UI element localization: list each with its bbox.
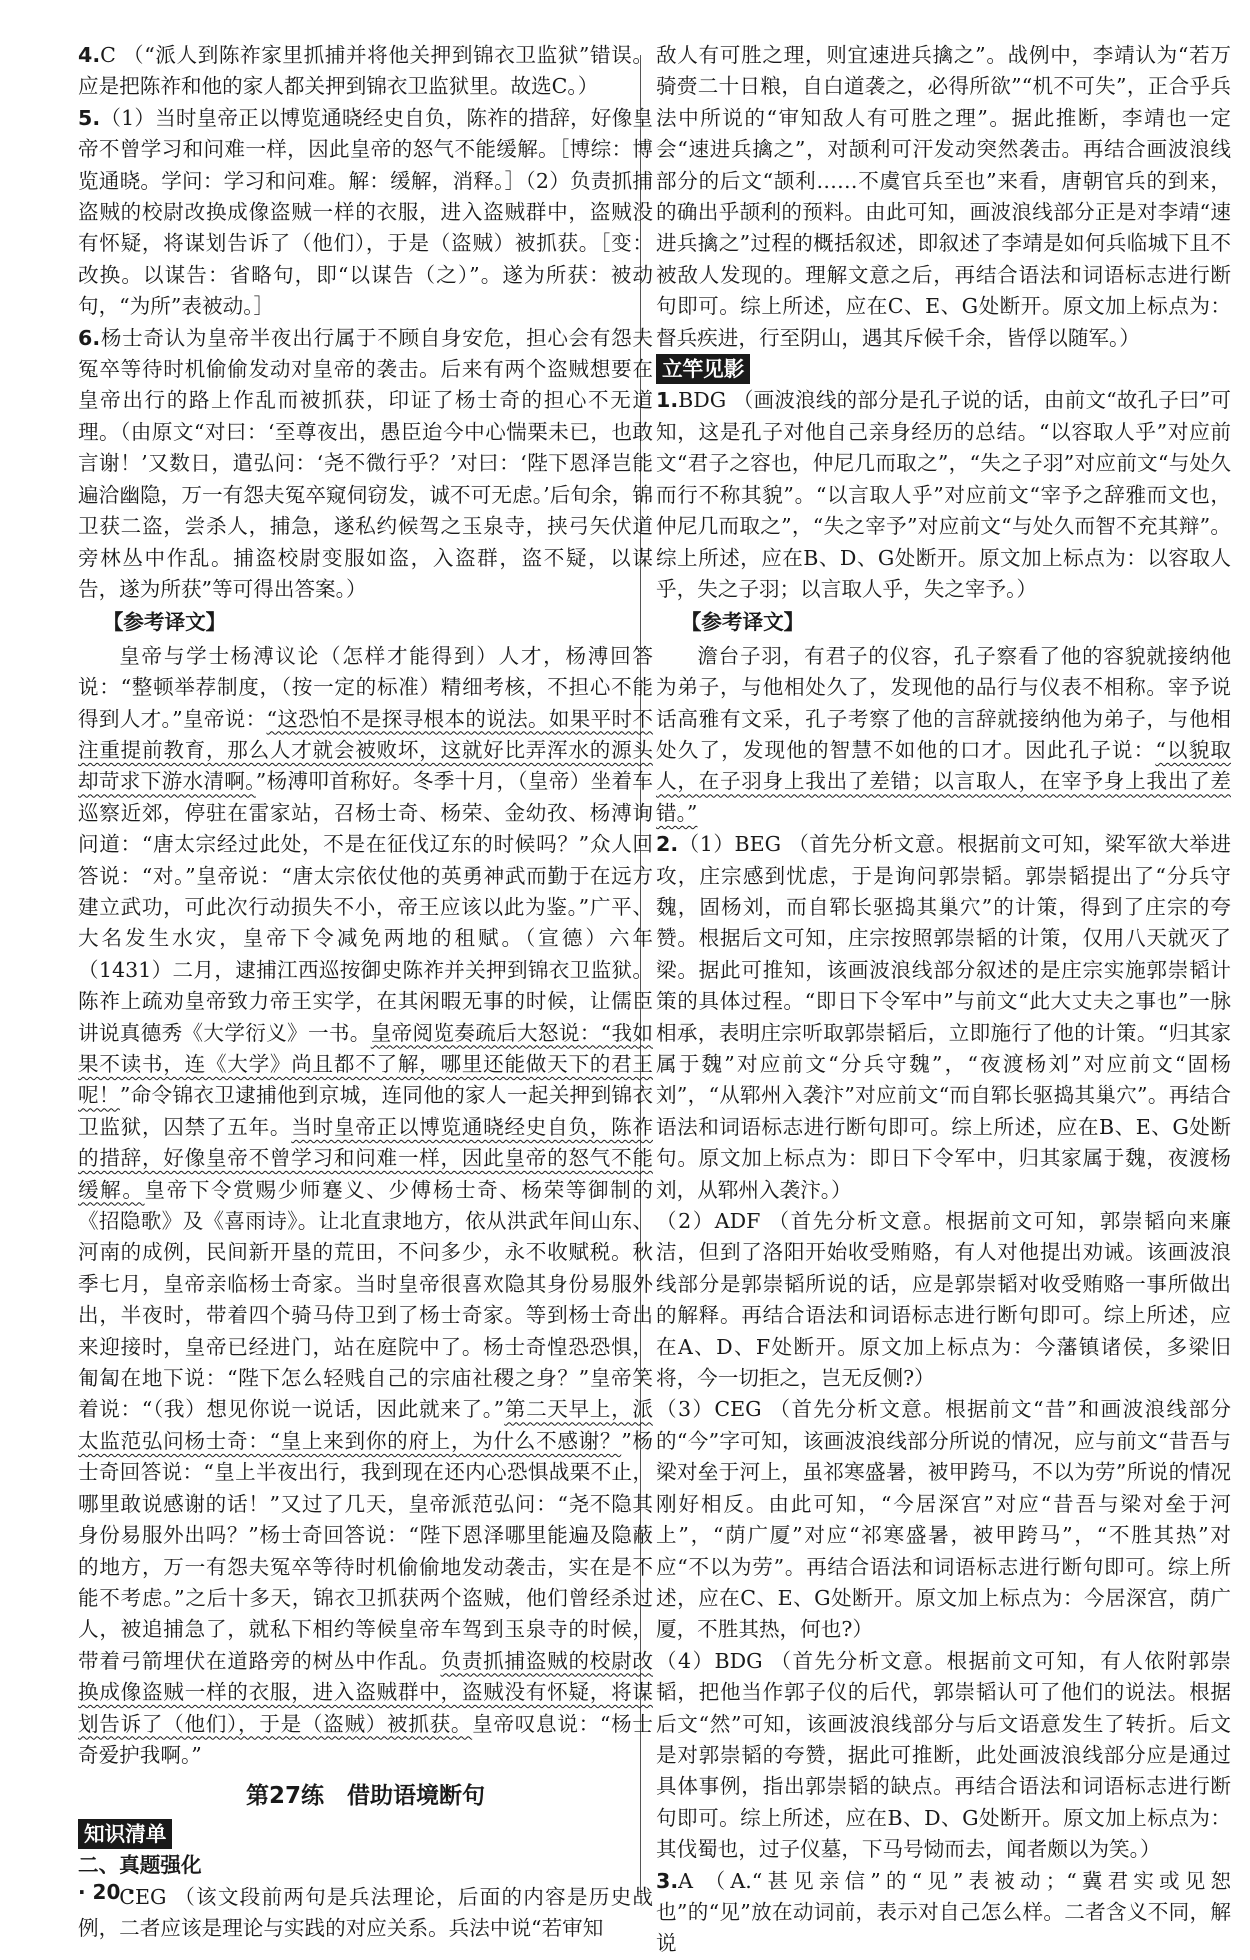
answer-number: 3. <box>656 1868 679 1893</box>
answer-2-3: （3）CEG （首先分析文意。根据前文“昔”和画波浪线部分的“今”字可知，该画波浪线部分所说的情况，应与前文“昔吾与梁对垒于河上，虽祁寒盛暑，被甲跨马，不以为劳”所说的情况刚好相反。由此可知，“今居深宫”对应“昔吾与梁对垒于河上”，“荫广厦”对应“祁寒盛暑，被甲跨马”，“不胜其热”对应“不以为劳”。再结合语法和词语标志进行断句即可。综上所述，应在C、E、G处断开。原文加上标点为：今居深宫，荫广厦，不胜其热，何也?） <box>656 1397 1231 1642</box>
right-column <box>656 40 1231 1960</box>
answer-number: 2. <box>656 832 679 857</box>
answer-5 <box>78 103 653 323</box>
wavy-underlined-text: “以貌取人，在子羽身上我出了差错；以言取人，在宰予身上我出了差错。” <box>656 737 1232 825</box>
answer-number: 1. <box>656 388 679 413</box>
practice-heading: 立竿见影 <box>656 354 750 384</box>
answer-2-4: （4）BDG （首先分析文意。根据前文可知，有人依附郭崇韬，把他当作郭子仪的后代，郭崇韬认可了他们的说法。根据后文“然”可知，该画波浪线部分与后文语意发生了转折。后文是对郭崇韬的夸赞，据此可推断，此处画波浪线部分应是通过具体事例，指出郭崇韬的缺点。再结合语法和词语标志进行断句即可。综上所述，应在B、D、G处断开。原文加上标点为：其伐蜀也，过子仪墓，下马号恸而去，闻者颇以为笑。） <box>656 1648 1231 1862</box>
reference-translation-title: 【参考译文】 <box>680 610 805 635</box>
reference-translation-title: 【参考译文】 <box>102 610 227 635</box>
answer-text: C （“派人到陈祚家里抓捕并将他关押到锦衣卫监狱”错误。应是把陈祚和他的家人都关押到锦衣卫监狱里。故选C。） <box>78 43 653 99</box>
page-number: · 20 · <box>78 1880 135 1904</box>
answer-text: A （A.“甚见亲信”的“见”表被动；“冀君实或见恕也”的“见”放在动词前，表示对自己怎么样。二者含义不同，解说 <box>656 1868 1231 1956</box>
answer-6 <box>78 323 653 606</box>
answer-text: BDG （画波浪线的部分是孔子说的话，由前文“故孔子曰”可知，这是孔子对他自己亲身经历的总结。“以容取人乎”对应前文“君子之容也，仲尼几而取之”，“失之子羽”对应前文“与处久而行不称其貌”。“以言取人乎”对应前文“宰予之辞雅而文也，仲尼几而取之”，“失之宰予”对应前文“与处久而智不充其辩”。综上所述，应在B、D、G处断开。原文加上标点为：以容取人乎，失之子羽；以言取人乎，失之宰予。） <box>656 388 1231 601</box>
translation-paragraph <box>656 641 1231 829</box>
translation-text: ”杨溥叩首称好。冬季十月，（皇帝）坐着车巡察近郊，停驻在雷家站，召杨士奇、杨荣、金幼孜、杨溥询问道：“唐太宗经过此处，不是在征伐辽东的时候吗？”众人回答说：“对。”皇帝说：“唐太宗依仗他的英勇神武而勤于在远方建立武功，可此次行动损失不小，帝王应该以此为鉴。”广平、大名发生水灾，皇帝下令减免两地的租赋。（宣德）六年（1431）二月，逮捕江西巡按御史陈祚并关押到锦衣卫监狱。陈祚上疏劝皇帝致力帝王实学，在其闲暇无事的时候，让儒臣讲说真德秀《大学衍义》一书。 <box>78 769 653 1045</box>
translation-text: ”杨士奇回答说：“皇上半夜出行，我到现在还内心恐惧战栗不止，哪里敢说感谢的话！”又过了几天，皇帝派范弘问：“尧不隐其身份易服外出吗？”杨士奇回答说：“陛下恩泽哪里能遍及隐蔽的地方，万一有怨夫冤卒等待时机偷偷地发动袭击，实在是不能不考虑。”之后十多天，锦衣卫抓获两个盗贼，他们曾经杀过人，被追捕急了，就私下相约等候皇帝车驾到玉泉寺的时候，带着弓箭埋伏在道路旁的树丛中作乱。 <box>78 1428 653 1673</box>
answer-text: （1）BEG （首先分析文意。根据前文可知，梁军欲大举进攻，庄宗感到忧虑，于是询问郭崇韬。郭崇韬提出了“分兵守魏，固杨刘，而自郓长驱捣其巢穴”的计策，得到了庄宗的夸赞。根据后文可知，庄宗按照郭崇韬的计策，仅用八天就灭了梁。据此可推知，该画波浪线部分叙述的是庄宗实施郭崇韬计策的具体过程。“即日下令军中”与前文“此大丈夫之事也”一脉相承，表明庄宗听取郭崇韬后，立即施行了他的计策。“归其家属于魏”对应前文“分兵守魏”，“夜渡杨刘”对应前文“固杨刘”，“从郓州入袭汴”对应前文“而自郓长驱捣其巢穴”。再结合语法和词语标志进行断句即可。综上所述，应在B、E、G处断句。原文加上标点为：即日下令军中，归其家属于魏，夜渡杨刘，从郓州入袭汴。） <box>656 832 1231 1202</box>
knowledge-list-heading: 知识清单 <box>78 1819 172 1849</box>
answer-text: （1）当时皇帝正以博览通晓经史自负，陈祚的措辞，好像皇帝不曾学习和问难一样，因此皇帝的怒气不能缓解。［博综：博览通晓。学问：学习和问难。解：缓解，消释。］（2）负责抓捕盗贼的校尉改换成像盗贼一样的衣服，进入盗贼群中，盗贼没有怀疑，将谋划告诉了（他们），于是（盗贼）被抓获。［变：改换。以谋告：省略句，即“以谋告（之）”。遂为所获：被动句，“为所”表被动。］ <box>78 105 653 319</box>
subsection-heading: 二、真题强化 <box>78 1853 202 1878</box>
translation-text: 皇帝叹息说：“杨士奇爱护我啊。” <box>78 1711 654 1767</box>
answer-text: CEG （该文段前两句是兵法理论，后面的内容是历史战例，二者应该是理论与实践的对应关系。兵法中说“若审知 <box>78 1884 653 1940</box>
translation-text: 澹台子羽，有君子的仪容，孔子察看了他的容貌就接纳他为弟子，与他相处久了，发现他的品行与仪表不相称。宰予说话高雅有文采，孔子考察了他的言辞就接纳他为弟子，与他相处久了，发现他的智慧不如他的口才。因此孔子说： <box>656 643 1231 762</box>
answer-number: 4. <box>78 43 101 67</box>
translation-text: 皇帝与学士杨溥议论（怎样才能得到）人才，杨溥回答说：“整顿举荐制度，（按一定的标准）精细考核，不担心不能得到人才。”皇帝说： <box>78 643 653 731</box>
wavy-underlined-text: 第二天早上，派太监范弘问杨士奇：“皇上来到你的府上，为什么不感谢？ <box>78 1397 653 1453</box>
wavy-underlined-text: 负责抓捕盗贼的校尉改换成像盗贼一样的衣服，进入盗贼群中，盗贼没有怀疑，将谋划告诉了（他们），于是（盗贼）被抓获。 <box>78 1648 654 1736</box>
wavy-underlined-text: 当时皇帝正以博览通晓经史自负，陈祚的措辞，好像皇帝不曾学习和问难一样，因此皇帝的怒气不能缓解。 <box>78 1114 653 1202</box>
answer-number: 6. <box>78 325 101 350</box>
translation-text: ”命令锦衣卫逮捕他到京城，连同他的家人一起关押到锦衣卫监狱，囚禁了五年。 <box>78 1083 653 1139</box>
wavy-underlined-text: 皇帝阅览奏疏后大怒说：“我如果不读书，连《大学》尚且都不了解，哪里还能做天下的君王呢！ <box>78 1020 653 1108</box>
answer-4 <box>78 40 653 103</box>
answer-3 <box>656 1866 1231 1960</box>
answer-continuation: 敌人有可胜之理，则宜速进兵擒之”。战例中，李靖认为“若万骑赍二十日粮，自白道袭之，必得所欲”“机不可失”，正合乎兵法中所说的“审知敌人有可胜之理”。据此推断，李靖也一定会“速进兵擒之”，对颉利可汗发动突然袭击。再结合画波浪线部分的后文“颉利……不虞官兵至也”来看，唐朝官兵的到来，的确出乎颉利的预料。由此可知，画波浪线部分正是对李靖“速进兵擒之”过程的概括叙述，即叙述了李靖是如何兵临城下且不被敌人发现的。理解文意之后，再结合语法和词语标志进行断句即可。综上所述，应在C、E、G处断开。原文加上标点为：督兵疾进，行至阴山，遇其斥候千余，皆俘以随军。） <box>656 43 1231 350</box>
translation-paragraph <box>78 641 653 1772</box>
left-column <box>78 40 653 1944</box>
answer-1 <box>656 385 1231 605</box>
answer-text: 杨士奇认为皇帝半夜出行属于不顾自身安危，担心会有怨夫冤卒等待时机偷偷发动对皇帝的袭击。后来有两个盗贼想要在皇帝出行的路上作乱而被抓获，印证了杨士奇的担心不无道理。（由原文“对曰：‘至尊夜出，愚臣迨今中心惴栗未已，也敢言谢！’又数日，遣弘问：‘尧不微行乎？’对曰：‘陛下恩泽岂能遍洽幽隐，万一有怨夫冤卒窥伺窃发，诚不可无虑。’后旬余，锦卫获二盗，尝杀人，捕急，遂私约候驾之玉泉寺，挟弓矢伏道旁林丛中作乱。捕盗校尉变服如盗，入盗群，盗不疑，以谋告，遂为所获”等可得出答案。） <box>78 325 653 601</box>
answer-2-2: （2）ADF （首先分析文意。根据前文可知，郭崇韬向来廉洁，但到了洛阳开始收受贿赂，有人对他提出劝诫。该画波浪线部分是郭崇韬所说的话，应是郭崇韬对收受贿赂一事所做出的解释。再结合语法和词语标志进行断句即可。综上所述，应在A、D、F处断开。原文加上标点为：今藩镇诸侯，多梁旧将，今一切拒之，岂无反侧?） <box>656 1209 1231 1391</box>
answer-number: 5. <box>78 105 101 130</box>
answer-2-1 <box>656 829 1231 1206</box>
translation-text: 皇帝下令赏赐少师蹇义、少傅杨士奇、杨荣等御制的《招隐歌》及《喜雨诗》。让北直隶地方，依从洪武年间山东、河南的成例，民间新开垦的荒田，不问多少，永不收赋税。秋季七月，皇帝亲临杨士奇家。当时皇帝很喜欢隐其身份易服外出，半夜时，带着四个骑马侍卫到了杨士奇家。等到杨士奇出来迎接时，皇帝已经进门，站在庭院中了。杨士奇惶恐恐惧，匍匐在地下说：“陛下怎么轻贱自己的宗庙社稷之身？”皇帝笑着说：“（我）想见你说一说话，因此就来了。” <box>78 1177 654 1422</box>
wavy-underlined-text: “这恐怕不是探寻根本的说法。如果平时不注重提前教育，那么人才就会被败坏，这就好比弄浑水的源头却苛求下游水清啊。 <box>78 706 654 794</box>
section-title: 第27练 借助语境断句 <box>245 1783 485 1810</box>
